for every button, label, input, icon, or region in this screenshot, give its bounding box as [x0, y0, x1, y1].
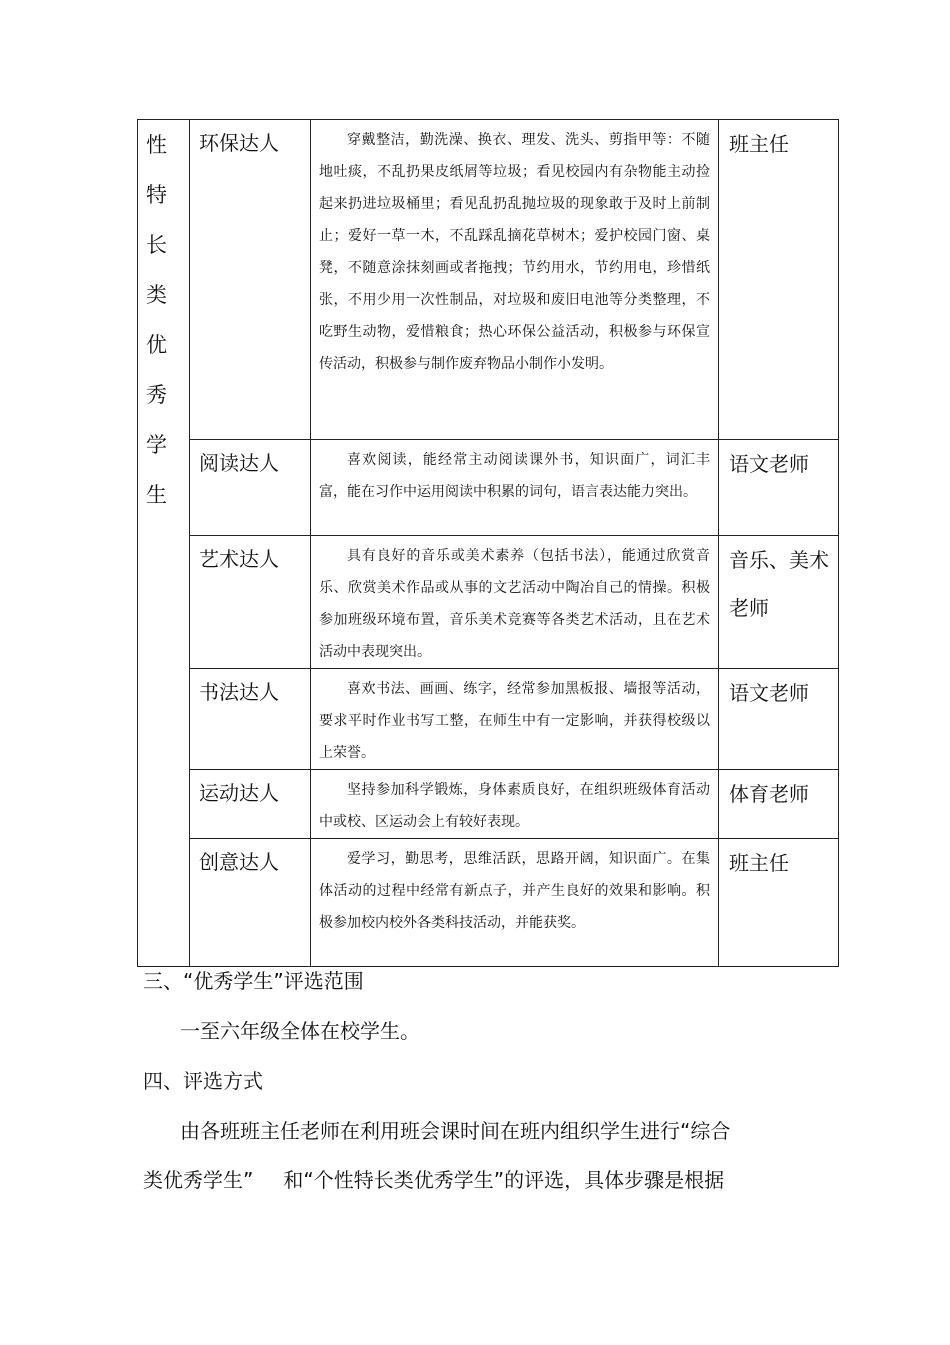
section4-heading: 四、评选方式 — [143, 1069, 263, 1093]
award-description: 坚持参加科学锻炼，身体素质良好，在组织班级体育活动中或校、区运动会上有较好表现。 — [311, 770, 719, 839]
award-name: 环保达人 — [190, 120, 311, 440]
section3-body: 一至六年级全体在校学生。 — [180, 1019, 420, 1043]
award-name: 艺术达人 — [190, 536, 311, 669]
award-responsible: 体育老师 — [719, 770, 839, 839]
award-name: 书法达人 — [190, 669, 311, 770]
section4-paragraph-line1: 由各班班主任老师在利用班会课时间在班内组织学生进行“综合 — [180, 1119, 731, 1143]
award-responsible: 语文老师 — [719, 440, 839, 536]
section3-heading: 三、“优秀学生”评选范围 — [143, 969, 364, 993]
table-row — [138, 120, 839, 440]
award-responsible: 音乐、美术老师 — [719, 536, 839, 669]
award-description: 喜欢书法、画画、练字，经常参加黑板报、墙报等活动，要求平时作业书写工整，在师生中有一定影响，并获得校级以上荣誉。 — [311, 669, 719, 770]
award-name: 运动达人 — [190, 770, 311, 839]
award-description: 穿戴整洁，勤洗澡、换衣、理发、洗头、剪指甲等：不随地吐痰，不乱扔果皮纸屑等垃圾；看见校园内有杂物能主动捡起来扔进垃圾桶里；看见乱扔乱抛垃圾的现象敢于及时上前制止；爱好一草一木，不乱踩乱摘花草树木；爱护校园门窗、桌凳，不随意涂抹刻画或者拖拽；节约用水，节约用电，珍惜纸张，不用少用一次性制品，对垃圾和废旧电池等分类整理，不吃野生动物，爱惜粮食；热心环保公益活动，积极参与环保宣传活动，积极参与制作废弃物品小制作小发明。 — [311, 120, 719, 440]
table-row — [138, 536, 839, 669]
section4-paragraph-line2a: 类优秀学生” — [143, 1168, 254, 1192]
section4-paragraph-line2 — [143, 1165, 724, 1195]
section4-paragraph-line2b: 和“个性特长类优秀学生”的评选，具体步骤是根据 — [283, 1168, 725, 1192]
criteria-table — [137, 119, 839, 967]
award-name: 阅读达人 — [190, 440, 311, 536]
category-cell — [138, 120, 190, 967]
table-row — [138, 839, 839, 967]
category-label: 性特长类优秀学生 — [146, 133, 167, 507]
award-responsible: 语文老师 — [719, 669, 839, 770]
award-description: 喜欢阅读，能经常主动阅读课外书，知识面广，词汇丰富，能在习作中运用阅读中积累的词句，语言表达能力突出。 — [311, 440, 719, 536]
table-row — [138, 440, 839, 536]
award-name: 创意达人 — [190, 839, 311, 967]
award-description: 爱学习，勤思考，思维活跃，思路开阔，知识面广。在集体活动的过程中经常有新点子，并产生良好的效果和影响。积极参加校内校外各类科技活动，并能获奖。 — [311, 839, 719, 967]
table-row — [138, 669, 839, 770]
table-row — [138, 770, 839, 839]
award-responsible: 班主任 — [719, 120, 839, 440]
award-description: 具有良好的音乐或美术素养（包括书法），能通过欣赏音乐、欣赏美术作品或从事的文艺活动中陶冶自己的情操。积极参加班级环境布置，音乐美术竞赛等各类艺术活动，且在艺术活动中表现突出。 — [311, 536, 719, 669]
award-responsible: 班主任 — [719, 839, 839, 967]
